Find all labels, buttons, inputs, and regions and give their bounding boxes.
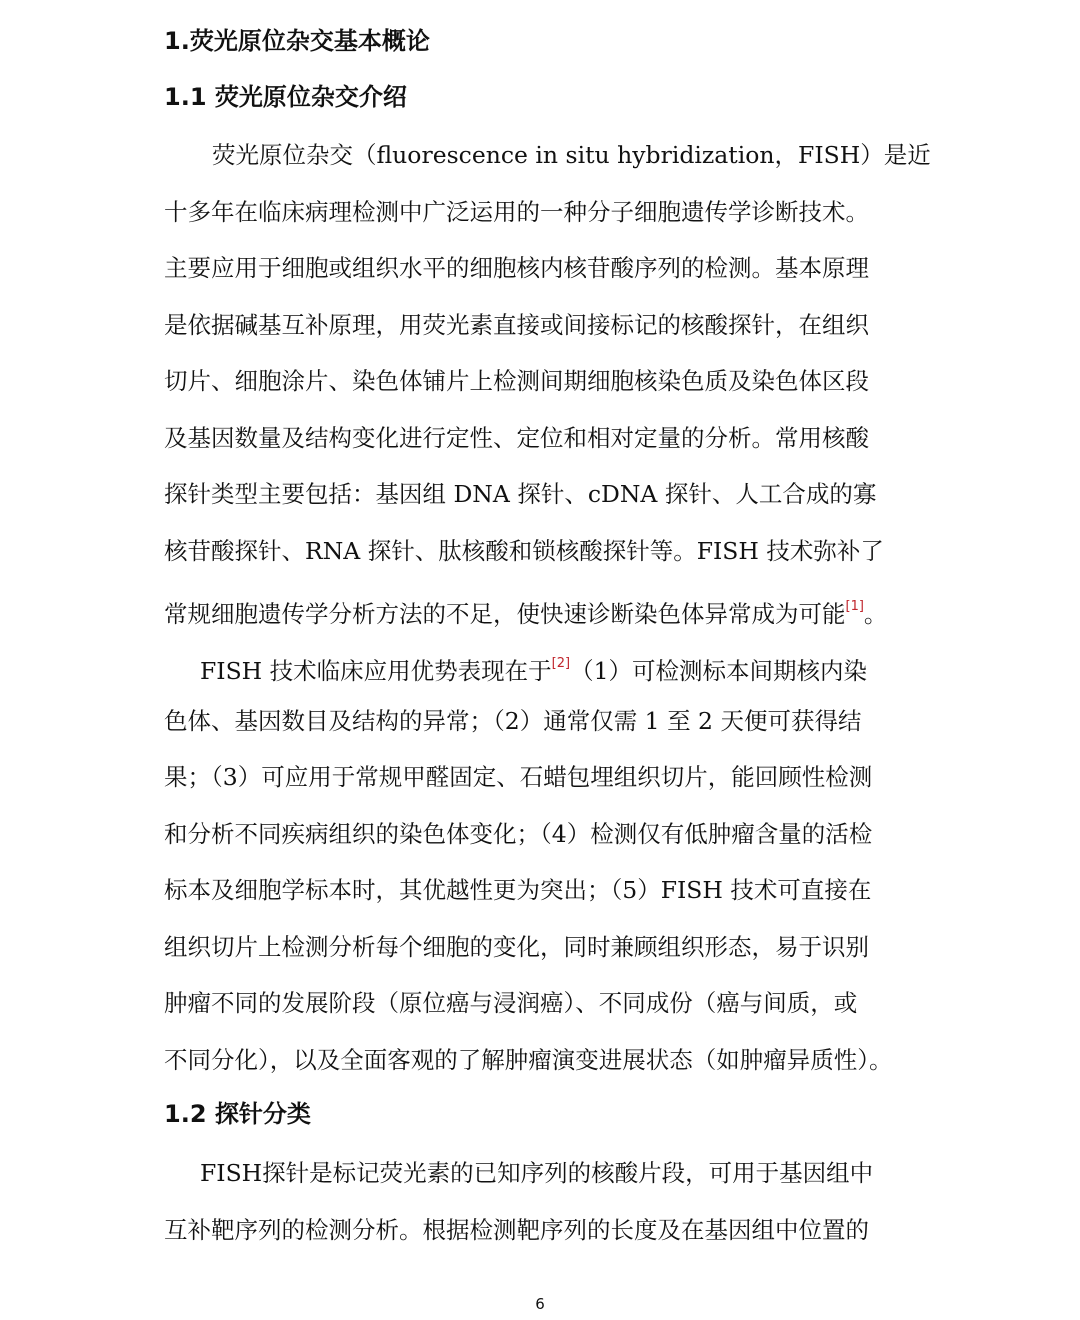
reference-citation-2[interactable]: [2] (551, 656, 571, 671)
chapter-heading: 1.荧光原位杂交基本概论 (164, 27, 430, 55)
paragraph-line-text: 常规细胞遗传学分析方法的不足，使快速诊断染色体异常成为可能 (164, 600, 846, 628)
paragraph-fish-introduction (164, 127, 931, 636)
paragraph-line: FISH探针是标记荧光素的已知序列的核酸片段，可用于基因组中 (200, 1159, 874, 1187)
reference-citation-1[interactable]: [1] (845, 599, 864, 614)
section-heading-1-1: 1.1 荧光原位杂交介绍 (164, 83, 407, 111)
paragraph-line: 果；（3）可应用于常规甲醛固定、石蜡包埋组织切片，能回顾性检测 (164, 763, 873, 791)
paragraph-line: 主要应用于细胞或组织水平的细胞核内核苷酸序列的检测。基本原理 (164, 254, 869, 282)
page-number: 6 (535, 1295, 545, 1313)
paragraph-fish-advantages (164, 636, 918, 1088)
paragraph-line-first (164, 636, 918, 693)
paragraph-line: 标本及细胞学标本时，其优越性更为突出；（5）FISH 技术可直接在 (164, 876, 872, 904)
paragraph-line: 色体、基因数目及结构的异常；（2）通常仅需 1 至 2 天便可获得结 (164, 706, 862, 735)
paragraph-line: 荧光原位杂交（fluorescence in situ hybridization，FISH）是近 (212, 141, 931, 169)
paragraph-line: 互补靶序列的检测分析。根据检测靶序列的长度及在基因组中位置的 (164, 1215, 869, 1244)
sentence-end-mark: 。 (863, 600, 888, 628)
paragraph-line: 切片、细胞涂片、染色体铺片上检测间期细胞核染色质及染色体区段 (164, 367, 869, 395)
paragraph-line-text: FISH 技术临床应用优势表现在于 (200, 657, 552, 685)
paragraph-line: 及基因数量及结构变化进行定性、定位和相对定量的分析。常用核酸 (164, 423, 869, 452)
section-heading-1-2: 1.2 探针分类 (164, 1100, 311, 1128)
paragraph-line: 肿瘤不同的发展阶段（原位癌与浸润癌）、不同成份（癌与间质，或 (164, 989, 858, 1017)
paragraph-line-text: （1）可检测标本间期核内染 (570, 657, 868, 685)
paragraph-line: 探针类型主要包括：基因组 DNA 探针、cDNA 探针、人工合成的寡 (164, 480, 877, 508)
paragraph-line: 十多年在临床病理检测中广泛运用的一种分子细胞遗传学诊断技术。 (164, 197, 869, 226)
paragraph-probe-classification (164, 1145, 918, 1258)
paragraph-line: 是依据碱基互补原理，用荧光素直接或间接标记的核酸探针，在组织 (164, 310, 869, 339)
paragraph-line: 和分析不同疾病组织的染色体变化；（4）检测仅有低肿瘤含量的活检 (164, 819, 873, 848)
paragraph-line: 不同分化），以及全面客观的了解肿瘤演变进展状态（如肿瘤异质性）。 (164, 1045, 893, 1074)
paragraph-line-last (164, 579, 918, 636)
paragraph-line: 核苷酸探针、RNA 探针、肽核酸和锁核酸探针等。FISH 技术弥补了 (164, 536, 884, 565)
paragraph-line: 组织切片上检测分析每个细胞的变化，同时兼顾组织形态，易于识别 (164, 932, 869, 961)
